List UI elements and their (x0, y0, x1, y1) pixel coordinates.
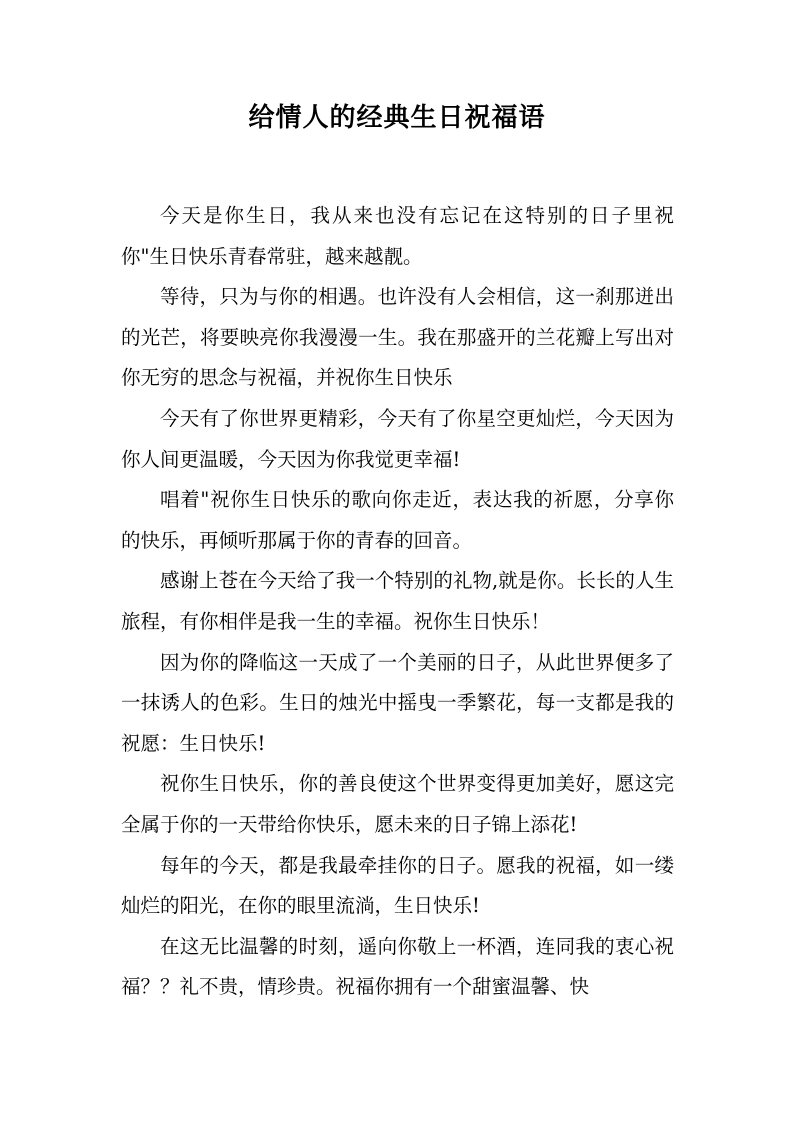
document-title: 给情人的经典生日祝福语 (248, 103, 546, 133)
paragraph: 等待，只为与你的相遇。也许没有人会相信，这一刹那迸出的光芒，将要映亮你我漫漫一生。我在那盛开的兰花瓣上写出对你无穷的思念与祝福，并祝你生日快乐 (121, 285, 674, 390)
paragraph: 在这无比温馨的时刻，遥向你敬上一杯酒，连同我的衷心祝福？？礼不贵，情珍贵。祝福你拥有一个甜蜜温馨、快 (121, 934, 674, 999)
paragraph: 今天有了你世界更精彩，今天有了你星空更灿烂，今天因为你人间更温暖，今天因为你我觉更幸福! (121, 406, 674, 471)
paragraph: 唱着"祝你生日快乐的歌向你走近，表达我的祈愿，分享你的快乐，再倾听那属于你的青春的回音。 (121, 488, 674, 552)
paragraph: 每年的今天，都是我最牵挂你的日子。愿我的祝福，如一缕灿烂的阳光，在你的眼里流淌，生日快乐! (121, 853, 674, 918)
paragraph: 感谢上苍在今天给了我一个特别的礼物,就是你。长长的人生旅程，有你相伴是我一生的幸福。祝你生日快乐！ (121, 569, 674, 633)
document-body (121, 196, 674, 1008)
paragraph: 祝你生日快乐，你的善良使这个世界变得更加美好，愿这完全属于你的一天带给你快乐，愿未来的日子锦上添花! (121, 772, 674, 836)
paragraph: 因为你的降临这一天成了一个美丽的日子，从此世界便多了一抹诱人的色彩。生日的烛光中摇曳一季繁花，每一支都是我的祝愿：生日快乐! (121, 650, 674, 755)
paragraph: 今天是你生日，我从来也没有忘记在这特别的日子里祝你"生日快乐青春常驻，越来越靓。 (121, 204, 674, 268)
